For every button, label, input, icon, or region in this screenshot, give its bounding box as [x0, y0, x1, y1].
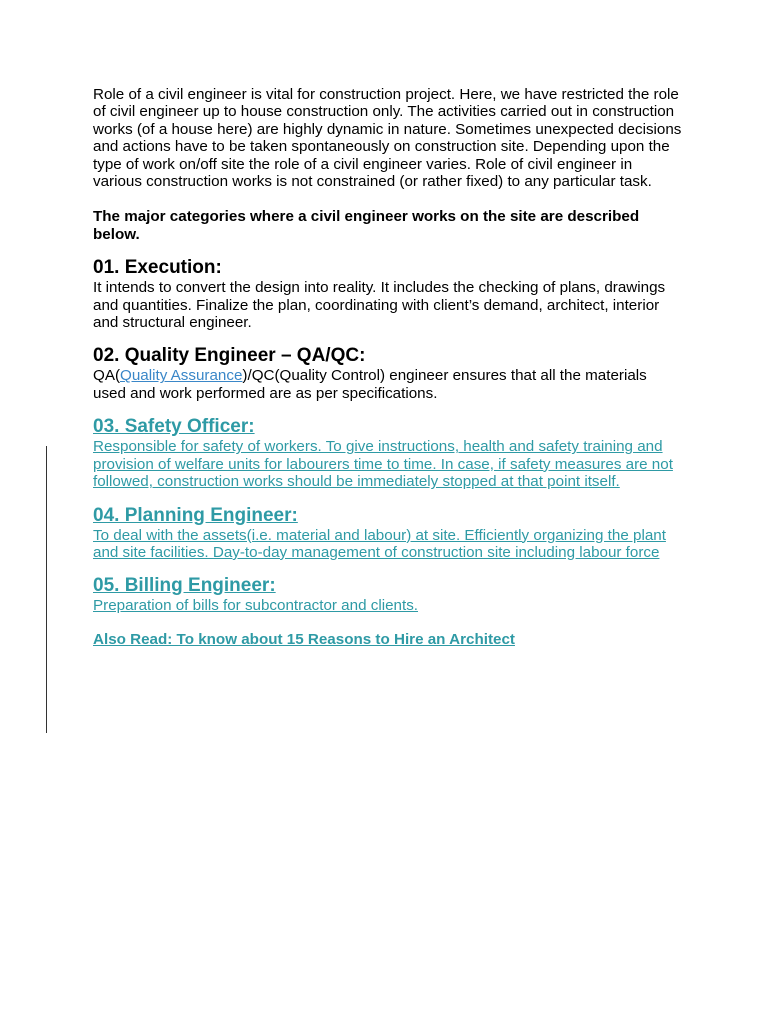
section-body — [93, 527, 683, 562]
section-quality-engineer — [93, 345, 683, 402]
section-heading[interactable]: 05. Billing Engineer: — [93, 575, 276, 597]
also-read — [93, 631, 683, 648]
body-suffix: )/QC(Quality Control) engineer ensures that all the materials used and work performed are as per specifications. — [93, 367, 647, 402]
planning-engineer-body-link[interactable]: To deal with the assets(i.e. material and labour) at site. Efficiently organizing the plant and site facilities. Day-to-day management of construction site including labour force — [93, 526, 666, 561]
safety-officer-heading-link[interactable] — [93, 416, 683, 438]
section-heading[interactable]: 03. Safety Officer: — [93, 416, 255, 438]
section-heading: 02. Quality Engineer – QA/QC: — [93, 345, 366, 367]
section-heading: 01. Execution: — [93, 257, 222, 279]
quality-assurance-link[interactable]: Quality Assurance — [120, 367, 243, 385]
planning-engineer-heading-link[interactable] — [93, 505, 683, 527]
document-page — [93, 86, 683, 648]
section-planning-engineer — [93, 505, 683, 562]
section-billing-engineer — [93, 575, 683, 614]
categories-intro: The major categories where a civil engineer works on the site are described below. — [93, 208, 640, 243]
section-safety-officer — [93, 416, 683, 490]
change-bar — [46, 446, 47, 733]
safety-officer-body-link[interactable]: Responsible for safety of workers. To give instructions, health and safety training and provision of welfare units for labourers time to time. In case, if safety measures are not followed, construction works should be immediately stopped at that point itself. — [93, 438, 673, 491]
also-read-link[interactable]: Also Read: To know about 15 Reasons to Hire an Architect — [93, 630, 515, 648]
billing-engineer-heading-link[interactable] — [93, 575, 683, 597]
section-body: It intends to convert the design into reality. It includes the checking of plans, drawings and quantities. Finalize the plan, coordinating with client’s demand, architect, interior and structural engineer. — [93, 279, 666, 332]
section-body — [93, 367, 683, 402]
body-prefix: QA( — [93, 367, 121, 385]
section-body — [93, 438, 683, 490]
billing-engineer-body-link[interactable]: Preparation of bills for subcontractor and clients. — [93, 597, 419, 615]
section-execution — [93, 257, 683, 331]
section-heading[interactable]: 04. Planning Engineer: — [93, 504, 298, 526]
intro-paragraph: Role of a civil engineer is vital for construction project. Here, we have restricted the role of civil engineer up to house construction only. The activities carried out in construction works (of a house here) are highly dynamic in nature. Sometimes unexpected decisions and actions have to be taken spontaneously on construction site. Depending upon the type of work on/off site the role of a civil engineer varies. Role of civil engineer in various construction works is not constrained (or rather fixed) to any particular task. — [93, 86, 682, 191]
section-body — [93, 597, 683, 614]
